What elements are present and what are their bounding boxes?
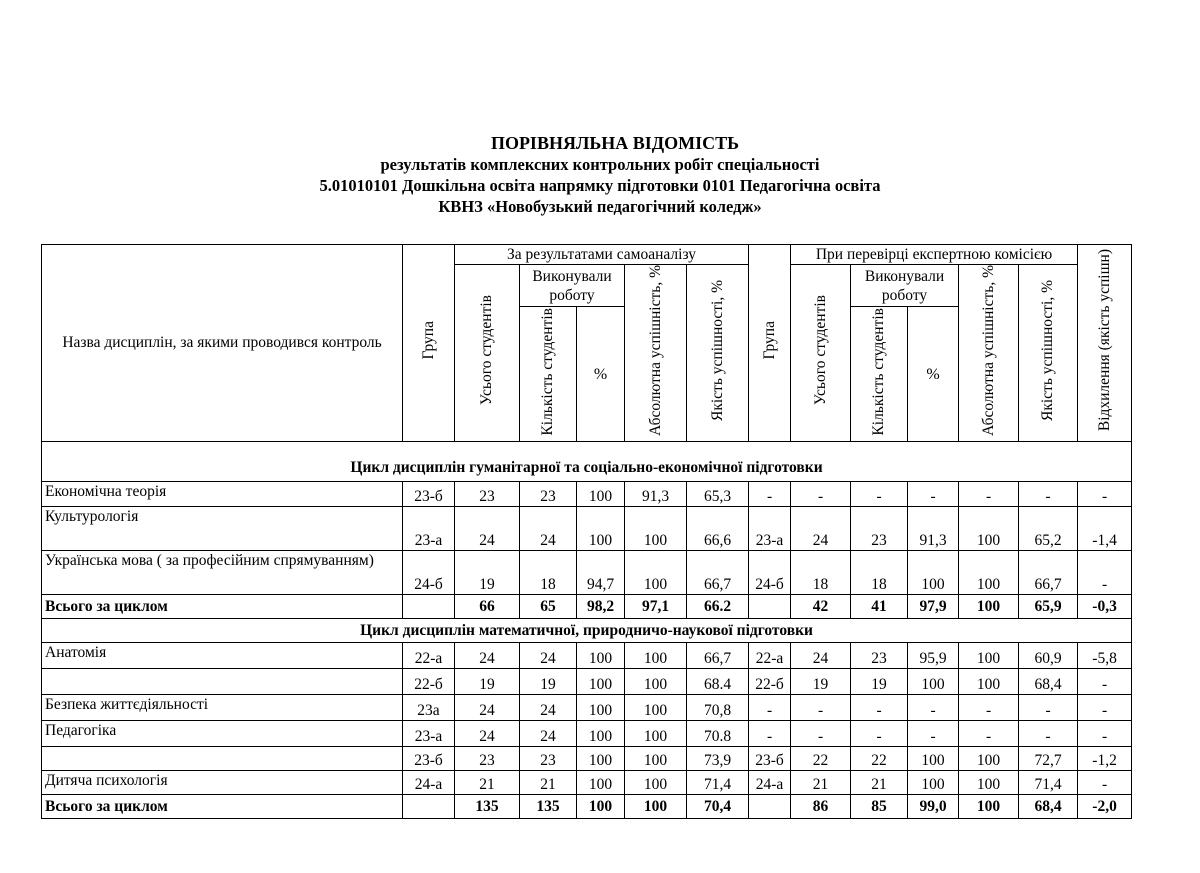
table-cell: 66.2 bbox=[687, 594, 749, 618]
table-cell: 24 bbox=[520, 506, 577, 550]
header-absolute-expert: Абсолютна успішність, % bbox=[979, 265, 997, 436]
table-cell: 100 bbox=[959, 668, 1019, 694]
table-cell: 71,4 bbox=[1019, 770, 1078, 794]
table-cell: 72,7 bbox=[1019, 746, 1078, 770]
table-cell: 100 bbox=[625, 770, 687, 794]
table-row bbox=[42, 550, 1132, 594]
table-cell: - bbox=[908, 720, 959, 746]
table-cell: - bbox=[851, 694, 908, 720]
table-cell: 24 bbox=[520, 642, 577, 668]
table-cell: 21 bbox=[455, 770, 520, 794]
discipline-name: Українська мова ( за професійним спрямуванням) bbox=[42, 550, 403, 594]
table-cell: 22-а bbox=[403, 642, 455, 668]
table-cell: 24 bbox=[455, 506, 520, 550]
discipline-name: Анатомія bbox=[42, 642, 403, 668]
table-cell: - bbox=[749, 481, 791, 506]
table-cell bbox=[403, 794, 455, 818]
table-row bbox=[42, 668, 1132, 694]
table-cell: - bbox=[1078, 694, 1132, 720]
table-cell: 41 bbox=[851, 594, 908, 618]
table-cell: - bbox=[791, 720, 851, 746]
table-cell: 24 bbox=[791, 642, 851, 668]
table-cell: 100 bbox=[959, 594, 1019, 618]
table-cell: 100 bbox=[959, 642, 1019, 668]
table-cell: - bbox=[1019, 694, 1078, 720]
table-cell: 100 bbox=[625, 642, 687, 668]
table-cell: - bbox=[908, 694, 959, 720]
table-cell: 100 bbox=[625, 720, 687, 746]
table-cell: 18 bbox=[520, 550, 577, 594]
header-deviation: Відхилення (якість успішн) bbox=[1095, 249, 1113, 432]
table-cell: 100 bbox=[959, 794, 1019, 818]
table-cell: - bbox=[749, 694, 791, 720]
title-line-4: КВНЗ «Новобузький педагогічний коледж» bbox=[438, 197, 762, 216]
table-cell: 100 bbox=[577, 720, 625, 746]
table-cell: 95,9 bbox=[908, 642, 959, 668]
table-cell: 18 bbox=[851, 550, 908, 594]
table-row bbox=[42, 481, 1132, 506]
table-cell: 19 bbox=[455, 550, 520, 594]
table-row bbox=[42, 720, 1132, 746]
header-expert-check: При перевірці експертною комісією bbox=[791, 245, 1078, 265]
table-cell: 19 bbox=[851, 668, 908, 694]
table-cell: 23-б bbox=[403, 746, 455, 770]
document-title bbox=[0, 133, 1200, 217]
table-cell: 98,2 bbox=[577, 594, 625, 618]
table-cell: - bbox=[1019, 720, 1078, 746]
table-cell: 23 bbox=[455, 481, 520, 506]
table-cell: 100 bbox=[577, 770, 625, 794]
table-cell: 100 bbox=[625, 746, 687, 770]
table-cell bbox=[749, 794, 791, 818]
table-cell: 97,1 bbox=[625, 594, 687, 618]
table-cell: 23-б bbox=[749, 746, 791, 770]
table-cell: 100 bbox=[625, 506, 687, 550]
table-cell: 23 bbox=[520, 481, 577, 506]
table-cell: - bbox=[1078, 481, 1132, 506]
discipline-name: Економічна теорія bbox=[42, 481, 403, 506]
table-cell: 70,4 bbox=[687, 794, 749, 818]
table-cell: 24 bbox=[455, 642, 520, 668]
table-cell: 19 bbox=[455, 668, 520, 694]
header-absolute: Абсолютна успішність, % bbox=[646, 265, 664, 436]
header-performed-expert: Виконували роботу bbox=[851, 265, 959, 307]
title-line-2: результатів комплексних контрольних робіт спеціальності bbox=[380, 155, 820, 174]
table-cell: -5,8 bbox=[1078, 642, 1132, 668]
section-title: Цикл дисциплін математичної, природничо-наукової підготовки bbox=[42, 618, 1132, 642]
table-cell: - bbox=[1078, 770, 1132, 794]
discipline-name: Всього за циклом bbox=[42, 594, 403, 618]
table-cell: 100 bbox=[908, 668, 959, 694]
table-cell: 24 bbox=[791, 506, 851, 550]
table-cell: 24-а bbox=[403, 770, 455, 794]
table-cell: - bbox=[1078, 550, 1132, 594]
title-line-3: 5.01010101 Дошкільна освіта напрямку підготовки 0101 Педагогічна освіта bbox=[319, 176, 881, 195]
header-count-students-expert: Кількість студентів bbox=[870, 307, 888, 436]
table-cell: 100 bbox=[577, 794, 625, 818]
discipline-name bbox=[42, 746, 403, 770]
table-cell: 100 bbox=[908, 550, 959, 594]
table-cell: 21 bbox=[791, 770, 851, 794]
table-cell: 24 bbox=[520, 720, 577, 746]
discipline-name bbox=[42, 668, 403, 694]
table-cell: 23-а bbox=[403, 720, 455, 746]
header-quality-expert: Якість успішності, % bbox=[1039, 279, 1057, 421]
table-cell: 23а bbox=[403, 694, 455, 720]
table-cell: 85 bbox=[851, 794, 908, 818]
table-cell: -1,4 bbox=[1078, 506, 1132, 550]
table-cell: 97,9 bbox=[908, 594, 959, 618]
table-cell: - bbox=[1078, 720, 1132, 746]
table-cell: 94,7 bbox=[577, 550, 625, 594]
table-cell: 19 bbox=[520, 668, 577, 694]
title-line-1: ПОРІВНЯЛЬНА ВІДОМІСТЬ bbox=[490, 133, 740, 153]
header-group: Група bbox=[419, 321, 437, 360]
table-cell: 22-а bbox=[749, 642, 791, 668]
table-row bbox=[42, 506, 1132, 550]
header-percent-expert: % bbox=[908, 307, 959, 442]
table-cell: 23 bbox=[851, 642, 908, 668]
table-cell: 21 bbox=[520, 770, 577, 794]
table-cell: 66,7 bbox=[1019, 550, 1078, 594]
table-cell: 19 bbox=[791, 668, 851, 694]
header-quality: Якість успішності, % bbox=[708, 279, 726, 421]
table-cell: 100 bbox=[577, 506, 625, 550]
table-cell: -2,0 bbox=[1078, 794, 1132, 818]
table-row bbox=[42, 642, 1132, 668]
table-cell: - bbox=[791, 694, 851, 720]
table-cell bbox=[749, 594, 791, 618]
table-cell: 22 bbox=[851, 746, 908, 770]
table-cell: 91,3 bbox=[908, 506, 959, 550]
table-cell bbox=[403, 594, 455, 618]
table-cell: 65,9 bbox=[1019, 594, 1078, 618]
table-cell: 100 bbox=[908, 746, 959, 770]
comparison-table bbox=[41, 244, 1132, 819]
table-cell: 68,4 bbox=[1019, 794, 1078, 818]
table-cell: 73,9 bbox=[687, 746, 749, 770]
header-performed: Виконували роботу bbox=[520, 265, 625, 307]
table-cell: 23 bbox=[455, 746, 520, 770]
table-cell: - bbox=[959, 694, 1019, 720]
table-row bbox=[42, 746, 1132, 770]
table-cell: 68,4 bbox=[1019, 668, 1078, 694]
total-row bbox=[42, 594, 1132, 618]
discipline-name: Культурологія bbox=[42, 506, 403, 550]
discipline-name: Всього за циклом bbox=[42, 794, 403, 818]
header-discipline: Назва дисциплін, за якими проводився контроль bbox=[42, 245, 403, 442]
table-cell: 23 bbox=[520, 746, 577, 770]
table-cell: - bbox=[851, 481, 908, 506]
table-cell: - bbox=[749, 720, 791, 746]
discipline-name: Педагогіка bbox=[42, 720, 403, 746]
table-cell: 91,3 bbox=[625, 481, 687, 506]
table-cell: 24 bbox=[455, 720, 520, 746]
table-cell: 100 bbox=[625, 550, 687, 594]
table-cell: -0,3 bbox=[1078, 594, 1132, 618]
table-cell: - bbox=[1078, 668, 1132, 694]
table-cell: 100 bbox=[959, 550, 1019, 594]
discipline-name: Безпека життєдіяльності bbox=[42, 694, 403, 720]
table-cell: 99,0 bbox=[908, 794, 959, 818]
table-cell: - bbox=[959, 720, 1019, 746]
table-cell: 100 bbox=[577, 746, 625, 770]
table-cell: 100 bbox=[959, 506, 1019, 550]
table-cell: 100 bbox=[577, 481, 625, 506]
table-cell: 22-б bbox=[749, 668, 791, 694]
discipline-name: Дитяча психологія bbox=[42, 770, 403, 794]
total-row bbox=[42, 794, 1132, 818]
table-cell: - bbox=[908, 481, 959, 506]
table-cell: 68.4 bbox=[687, 668, 749, 694]
table-cell: 100 bbox=[959, 770, 1019, 794]
table-cell: 100 bbox=[577, 642, 625, 668]
table-cell: 22 bbox=[791, 746, 851, 770]
table-body bbox=[42, 441, 1132, 818]
table-cell: 70,8 bbox=[687, 694, 749, 720]
table-cell: 100 bbox=[959, 746, 1019, 770]
header-total-students-expert: Усього студентів bbox=[811, 295, 829, 406]
section-row bbox=[42, 618, 1132, 642]
table-cell: 100 bbox=[577, 668, 625, 694]
table-cell: 100 bbox=[577, 694, 625, 720]
table-cell: 65,2 bbox=[1019, 506, 1078, 550]
table-cell: 22-б bbox=[403, 668, 455, 694]
header-percent: % bbox=[577, 307, 625, 442]
table-cell: 135 bbox=[520, 794, 577, 818]
table-cell: 23-а bbox=[403, 506, 455, 550]
table-cell: 100 bbox=[625, 694, 687, 720]
section-row bbox=[42, 441, 1132, 481]
table-cell: 24-б bbox=[403, 550, 455, 594]
table-row bbox=[42, 694, 1132, 720]
table-cell: 60,9 bbox=[1019, 642, 1078, 668]
header-group-expert: Група bbox=[760, 321, 778, 360]
header-count-students: Кількість студентів bbox=[539, 307, 556, 436]
table-cell: 18 bbox=[791, 550, 851, 594]
table-cell: 24 bbox=[455, 694, 520, 720]
table-cell: 100 bbox=[908, 770, 959, 794]
table-cell: 66 bbox=[455, 594, 520, 618]
table-cell: - bbox=[959, 481, 1019, 506]
table-cell: 23-а bbox=[749, 506, 791, 550]
table-cell: 42 bbox=[791, 594, 851, 618]
table-cell: 100 bbox=[625, 794, 687, 818]
table-cell: 23 bbox=[851, 506, 908, 550]
table-cell: 23-б bbox=[403, 481, 455, 506]
table-cell: 65,3 bbox=[687, 481, 749, 506]
table-cell: 66,6 bbox=[687, 506, 749, 550]
table-cell: 100 bbox=[625, 668, 687, 694]
table-cell: 70.8 bbox=[687, 720, 749, 746]
table-cell: 66,7 bbox=[687, 642, 749, 668]
table-row bbox=[42, 770, 1132, 794]
table-cell: - bbox=[791, 481, 851, 506]
table-cell: - bbox=[1019, 481, 1078, 506]
header-self-analysis: За результатами самоаналізу bbox=[455, 245, 749, 265]
section-title: Цикл дисциплін гуманітарної та соціально-економічної підготовки bbox=[42, 441, 1132, 481]
table-cell: 86 bbox=[791, 794, 851, 818]
table-cell: 24-а bbox=[749, 770, 791, 794]
table-cell: 24-б bbox=[749, 550, 791, 594]
table-cell: 24 bbox=[520, 694, 577, 720]
table-cell: 21 bbox=[851, 770, 908, 794]
header-total-students: Усього студентів bbox=[478, 295, 495, 406]
table-cell: 65 bbox=[520, 594, 577, 618]
table-cell: 135 bbox=[455, 794, 520, 818]
table-cell: 71,4 bbox=[687, 770, 749, 794]
table-cell: -1,2 bbox=[1078, 746, 1132, 770]
table-cell: 66,7 bbox=[687, 550, 749, 594]
table-cell: - bbox=[851, 720, 908, 746]
